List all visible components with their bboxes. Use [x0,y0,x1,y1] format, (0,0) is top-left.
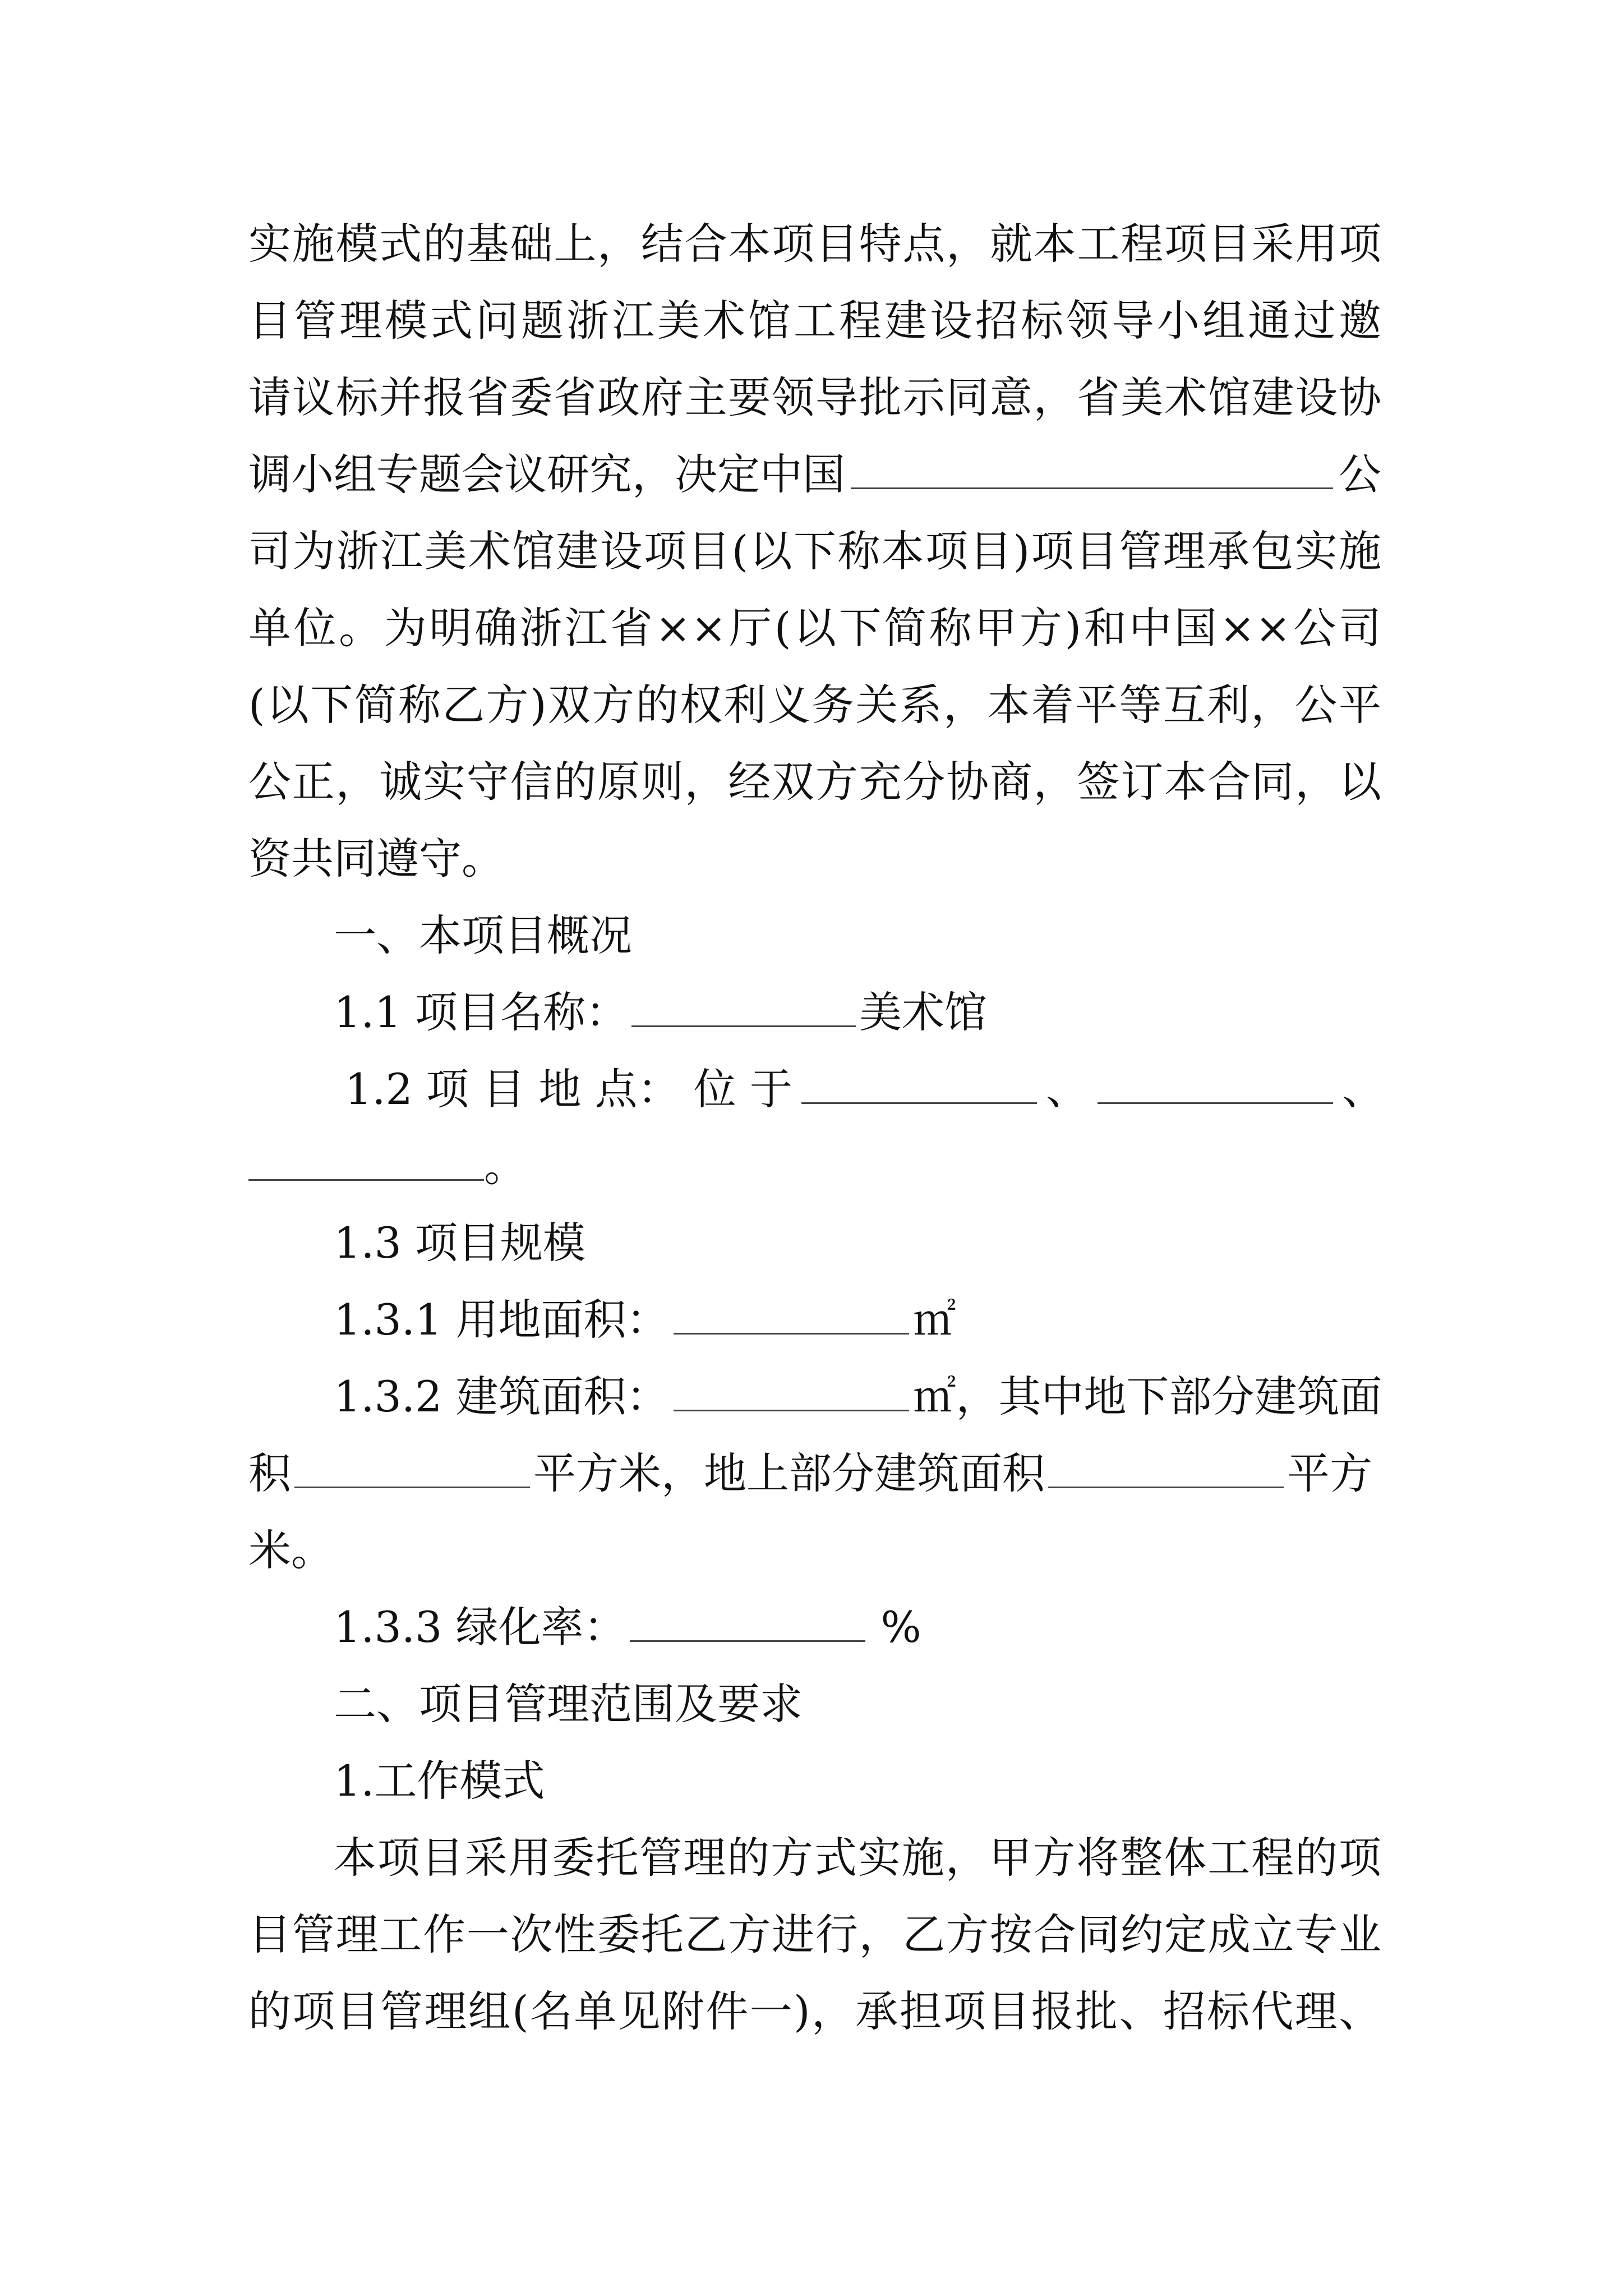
paragraph-line: 目管理模式问题浙江美术馆工程建设招标领导小组通过邀 [248,296,1381,346]
item-project-scale: 1.3 项目规模 [334,1218,586,1268]
paragraph-line: (以下简称乙方)双方的权利义务关系，本着平等互利，公平 [248,680,1381,730]
land-area-blank[interactable] [674,1292,909,1335]
item-label: 1.3.1 用地面积： [334,1295,669,1345]
paragraph-text: 调小组专题会议研究，决定中国 [248,449,845,499]
item-building-area [248,1369,1382,1425]
paragraph-line: 资共同遵守。 [248,834,504,884]
item-green-rate [248,1599,921,1655]
item-work-mode: 1.工作模式 [334,1756,545,1806]
location-blank-2[interactable] [1098,1062,1333,1104]
paragraph-line-with-blank [248,447,1381,503]
item-text: 平方 [1287,1448,1372,1498]
aboveground-area-blank[interactable] [1048,1446,1284,1488]
company-name-blank[interactable] [851,447,1333,489]
paragraph-line: 司为浙江美术馆建设项目(以下称本项目)项目管理承包实施 [248,526,1381,576]
green-rate-blank[interactable] [630,1600,865,1642]
paragraph-line: 请议标并报省委省政府主要领导批示同意，省美术馆建设协 [248,372,1381,422]
item-text: ㎡，其中地下部分建筑面 [913,1372,1382,1421]
item-suffix: 美术馆 [859,987,988,1037]
location-blank-3[interactable] [248,1139,484,1181]
item-building-area-end: 米。 [248,1525,334,1575]
underground-area-blank[interactable] [294,1446,530,1488]
paragraph-line: 公正，诚实守信的原则，经双方充分协商，签订本合同，以 [248,757,1381,807]
item-project-name [248,984,987,1041]
paragraph-line: 目管理工作一次性委托乙方进行，乙方按合同约定成立专业 [248,1910,1381,1959]
separator: 、 [1045,1064,1089,1114]
project-name-blank[interactable] [631,985,856,1027]
item-text: 积 [248,1448,291,1498]
unit-label: % [880,1602,921,1652]
item-building-area-cont [248,1446,1372,1502]
item-project-location-cont [248,1138,527,1194]
paragraph-line: 实施模式的基础上，结合本项目特点，就本工程项目采用项 [248,219,1381,269]
item-label: 1.3.3 绿化率： [334,1602,626,1652]
item-label: 1.3.2 建筑面积： [334,1372,669,1421]
item-project-location [248,1061,1385,1117]
item-land-area [248,1292,956,1348]
period: 。 [484,1141,527,1191]
section-heading: 二、项目管理范围及要求 [334,1679,803,1729]
item-label: 1.1 项目名称： [334,987,629,1037]
location-blank-1[interactable] [801,1062,1037,1104]
item-text: 平方米，地上部分建筑面积 [533,1448,1045,1498]
building-area-blank[interactable] [674,1369,909,1411]
item-label: 1.2 项 目 地 点： 位 于 [345,1064,792,1114]
paragraph-text: 公 [1339,449,1381,499]
paragraph-line: 的项目管理组(名单见附件一)，承担项目报批、招标代理、 [248,1986,1381,2036]
paragraph-line: 单位。为明确浙江省××厅(以下简称甲方)和中国××公司 [248,603,1381,653]
section-heading: 一、本项目概况 [334,910,632,960]
separator: 、 [1341,1064,1385,1114]
unit-label: ㎡ [913,1295,956,1345]
paragraph-line: 本项目采用委托管理的方式实施，甲方将整体工程的项 [334,1833,1381,1883]
